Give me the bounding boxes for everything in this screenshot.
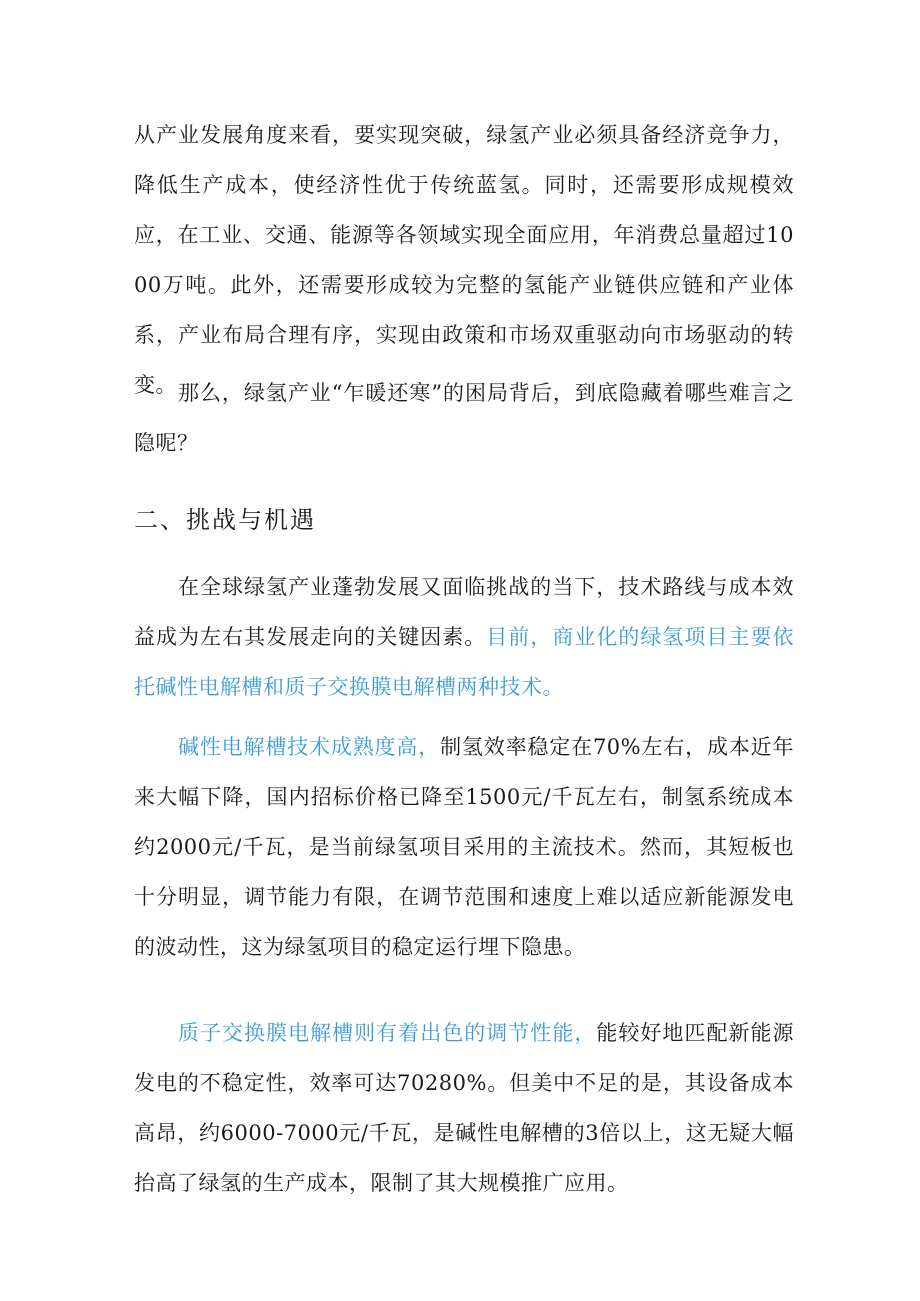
paragraph-text: 在全球绿氢产业蓬勃发展又面临挑战的当下，技术路线与成本效益成为左右其发展走向的关键因素。: [134, 575, 794, 649]
paragraph-text: 那么，绿氢产业“乍暖还寒”的困局背后，到底隐藏着哪些难言之隐呢？: [134, 381, 794, 455]
paragraph-technology-routes: [134, 562, 794, 712]
highlighted-text: 质子交换膜电解槽则有着出色的调节性能，: [178, 1021, 597, 1045]
highlighted-text: 碱性电解槽技术成熟度高，: [178, 735, 441, 759]
paragraph-alkaline-electrolyzer: [134, 722, 794, 972]
highlighted-text: 目前，商业化的绿氢项目主要依托碱性电解槽和质子交换膜电解槽两种技术。: [134, 625, 795, 699]
paragraph-industry-development: [134, 110, 794, 410]
paragraph-pem-electrolyzer: [134, 1008, 794, 1208]
paragraph-question: [134, 368, 794, 468]
paragraph-text: 从产业发展角度来看，要实现突破，绿氢产业必须具备经济竞争力，降低生产成本，使经济性优于传统蓝氢。同时，还需要形成规模效应，在工业、交通、能源等各领域实现全面应用，年消费总量超过1000万吨。此外，还需要形成较为完整的氢能产业链供应链和产业体系，产业布局合理有序，实现由政策和市场双重驱动向市场驱动的转变。: [134, 123, 794, 397]
section-heading: 二、挑战与机遇: [134, 506, 316, 534]
paragraph-text: 能较好地匹配新能源发电的不稳定性，效率可达70280%。但美中不足的是，其设备成本高昂，约6000-7000元/千瓦，是碱性电解槽的3倍以上，这无疑大幅抬高了绿氢的生产成本，限制了其大规模推广应用。: [134, 1021, 795, 1195]
paragraph-text: 制氢效率稳定在70%左右，成本近年来大幅下降，国内招标价格已降至1500元/千瓦左右，制氢系统成本约2000元/千瓦，是当前绿氢项目采用的主流技术。然而，其短板也十分明显，调节能力有限，在调节范围和速度上难以适应新能源发电的波动性，这为绿氢项目的稳定运行埋下隐患。: [134, 735, 794, 959]
